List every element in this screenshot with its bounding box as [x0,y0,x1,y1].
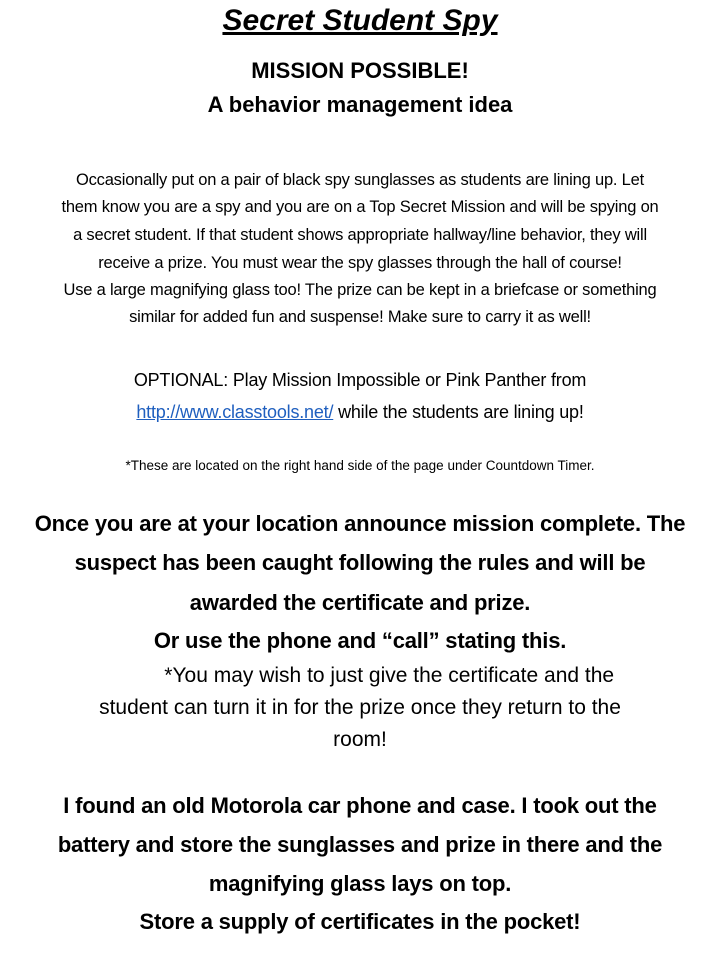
intro-line: Occasionally put on a pair of black spy sunglasses as students are lining up. Let [75,171,645,189]
storage-line: magnifying glass lays on top. [208,871,512,896]
storage-line: I found an old Motorola car phone and case. I took out the [63,793,657,818]
document-title: Secret Student Spy [222,4,498,37]
subtitle: MISSION POSSIBLE! [251,58,469,83]
intro-line: similar for added fun and suspense! Make sure to carry it as well! [129,308,591,326]
mission-line: Or use the phone and “call” stating this. [153,628,567,653]
storage-line: Store a supply of certificates in the pocket! [139,909,581,934]
alt-line: student can turn it in for the prize once they return to the [99,696,621,719]
footnote: *These are located on the right hand side of the page under Countdown Timer. [125,458,595,473]
alt-line: *You may wish to just give the certificate and the [105,664,615,687]
mission-line: suspect has been caught following the rules and will be [74,550,646,575]
mission-line: Once you are at your location announce mission complete. The [34,511,686,536]
intro-line: Use a large magnifying glass too! The prize can be kept in a briefcase or something [63,281,657,299]
mission-line: awarded the certificate and prize. [189,590,531,615]
intro-line: a secret student. If that student shows appropriate hallway/line behavior, they will [73,226,647,244]
intro-line: them know you are a spy and you are on a Top Secret Mission and will be spying on [61,198,659,216]
intro-line: receive a prize. You must wear the spy glasses through the hall of course! [98,254,622,272]
classtools-link[interactable]: http://www.classtools.net/ [136,402,334,422]
optional-line: OPTIONAL: Play Mission Impossible or Pink Panther from [133,370,587,390]
tagline: A behavior management idea [207,92,513,117]
link-line [0,403,720,421]
storage-line: battery and store the sunglasses and prize in there and the [57,832,663,857]
alt-line: room! [333,728,387,751]
link-suffix: while the students are lining up! [333,402,584,422]
